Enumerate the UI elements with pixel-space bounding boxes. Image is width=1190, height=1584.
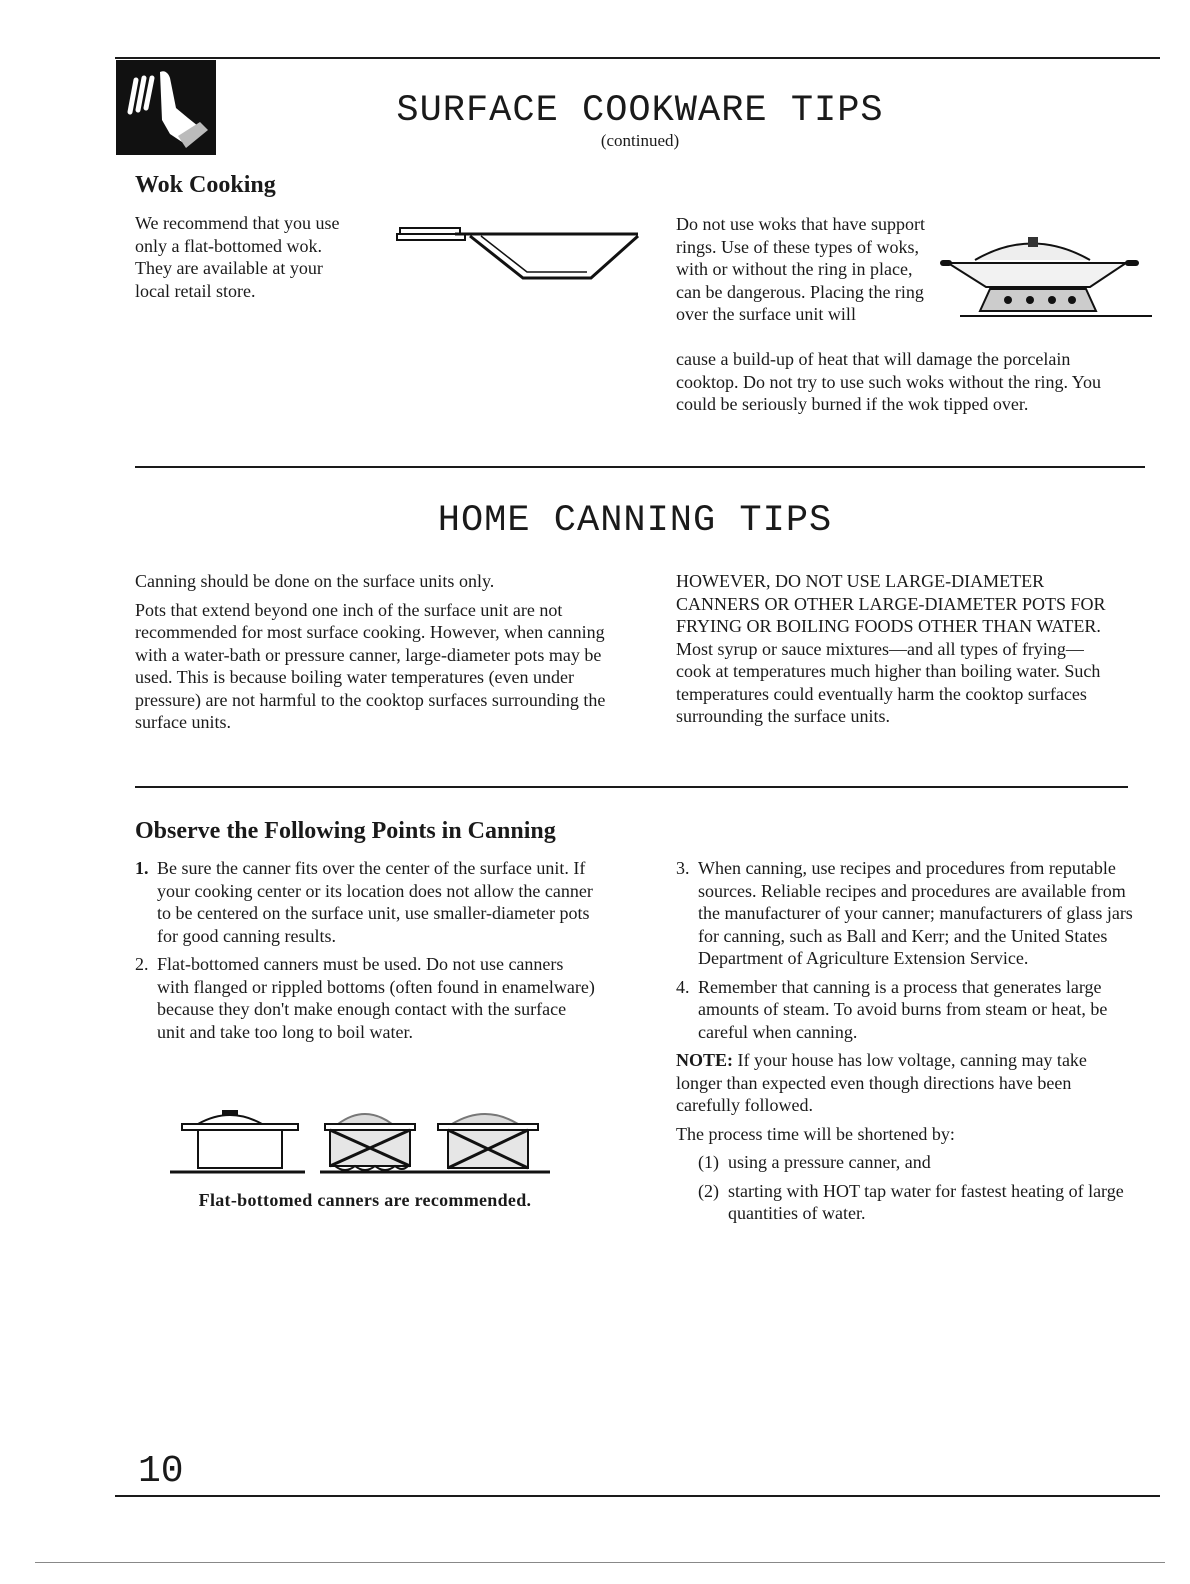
note-text: If your house has low voltage, canning may take longer than expected even though directions have been carefully followed.: [676, 1050, 1087, 1115]
canning-left-p2: Pots that extend beyond one inch of the surface unit are not recommended for most surface cooking. However, when canning with a water-bath or pressure canner, large-diameter pots may be used. This is because boiling water temperatures (even under pressure) are not harmful to the cooktop surfaces surrounding the surface units.: [135, 599, 606, 732]
logo: [116, 60, 216, 155]
list-item: 4. Remember that canning is a process that generates large amounts of steam. To avoid burns from steam or heat, be careful when canning.: [676, 976, 1108, 1042]
canning-right-text: HOWEVER, DO NOT USE LARGE-DIAMETER CANNERS OR OTHER LARGE-DIAMETER POTS FOR FRYING OR BOILING FOODS OTHER THAN WATER. Most syrup or sauce mixtures—and all types of frying—cook at temperatures much higher than boiling water. Such temperatures could eventually harm the cooktop surfaces surrounding the surface units.: [676, 571, 1106, 726]
list-item: (2) starting with HOT tap water for fastest heating of large quantities of water.: [698, 1180, 1124, 1223]
top-rule: [115, 57, 1160, 59]
list-item: 1. Be sure the canner fits over the center of the surface unit. If your cooking center or its location does not allow the canner to be centered on the surface unit, use smaller-diameter pots for good canning results.: [135, 858, 593, 946]
wok-right-text-a: Do not use woks that have support rings. Use of these types of woks, with or without the ring in place, can be dangerous. Placing the ring over the surface unit will: [676, 214, 925, 324]
bottom-edge-rule: [35, 1562, 1165, 1563]
hand-pressing-button-icon: [116, 60, 216, 155]
canning-left-text: [135, 570, 610, 740]
wok-with-support-ring-icon: [940, 225, 1155, 325]
list-item: (1) using a pressure canner, and: [698, 1152, 931, 1172]
page-title: SURFACE COOKWARE TIPS: [396, 90, 884, 132]
shortened-list: [676, 1151, 1136, 1225]
page-subtitle: (continued): [600, 131, 680, 150]
list-item: 3. When canning, use recipes and procedures from reputable sources. Reliable recipes and procedures are available from the manufacturer of your canner; manufacturers of glass jars for canning, such as Ball and Kerr; and the United States Department of Agriculture Extension Service.: [676, 858, 1133, 968]
points-right-list: [676, 857, 1136, 1231]
page-number: 10: [138, 1450, 184, 1493]
section-rule-2: [135, 786, 1128, 788]
note-paragraph: [676, 1049, 1136, 1117]
canner-comparison-icon: [170, 1100, 555, 1180]
wok-left-text: We recommend that you use only a flat-bottomed wok. They are available at your local retail store.: [135, 213, 340, 301]
points-heading: Observe the Following Points in Canning: [135, 818, 556, 844]
canner-caption: Flat-bottomed canners are recommended.: [198, 1190, 532, 1210]
flat-bottomed-wok-icon: [395, 222, 640, 284]
wok-heading: Wok Cooking: [135, 172, 276, 198]
section-rule-1: [135, 466, 1145, 468]
shortened-intro: The process time will be shortened by:: [676, 1123, 955, 1144]
list-item: 2. Flat-bottomed canners must be used. Do not use canners with flanged or rippled bottoms (often found in enamelware) because they don't make enough contact with the surface unit and take too long to boil water.: [135, 954, 595, 1042]
note-label: NOTE:: [676, 1050, 734, 1070]
footer-rule: [115, 1495, 1160, 1497]
wok-right-text-b: cause a build-up of heat that will damage the porcelain cooktop. Do not try to use such woks without the ring. You could be seriously burned if the wok tipped over.: [676, 349, 1101, 414]
points-left-list: [135, 857, 595, 1049]
canning-left-p1: Canning should be done on the surface units only.: [135, 571, 495, 591]
canning-title: HOME CANNING TIPS: [437, 500, 833, 542]
